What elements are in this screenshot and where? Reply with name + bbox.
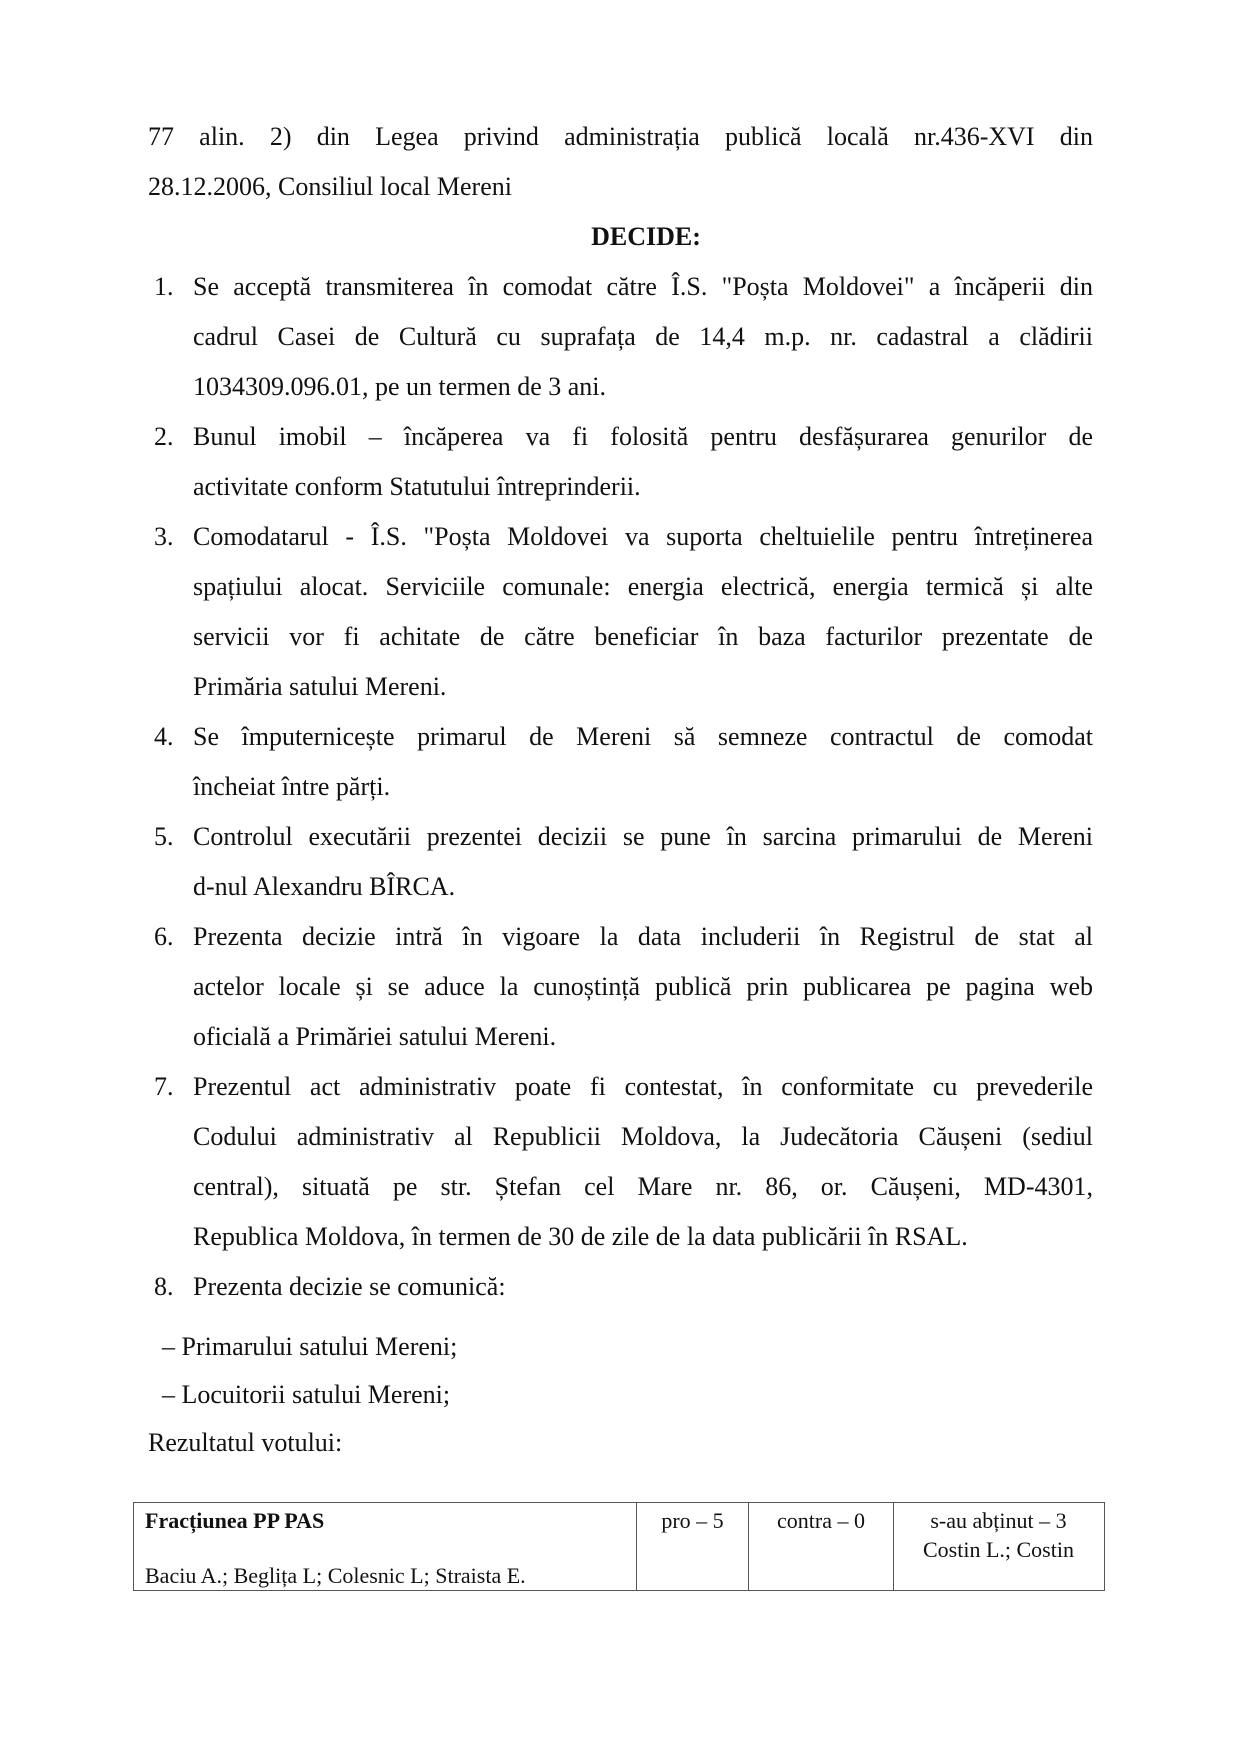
item-5-number: 5.: [154, 822, 174, 851]
votes-pro-cell: [636, 1503, 748, 1590]
item-8-line-1: Prezenta decizie se comunică:: [193, 1272, 506, 1301]
item-4-line-1: Se împuternicește primarul de Mereni să semneze contractul de comodat: [193, 722, 1093, 751]
item-5-line-2: d-nul Alexandru BÎRCA.: [193, 872, 456, 901]
item-3-line-4: Primăria satului Mereni.: [193, 672, 447, 701]
faction-name: Fracțiunea PP PAS: [145, 1508, 325, 1533]
votes-abstain-cell: [893, 1503, 1103, 1590]
item-7-line-1: Prezentul act administrativ poate fi contestat, în conformitate cu prevederile: [193, 1072, 1093, 1101]
faction-cell: [134, 1503, 636, 1590]
votes-pro: pro – 5: [661, 1508, 724, 1533]
item-1-number: 1.: [154, 272, 174, 301]
item-8-number: 8.: [154, 1272, 174, 1301]
item-2-line-1: Bunul imobil – încăperea va fi folosită pentru desfășurarea genurilor de: [193, 422, 1093, 451]
item-2-number: 2.: [154, 422, 174, 451]
item-2-line-2: activitate conform Statutului întreprinderii.: [193, 472, 641, 501]
recipient-mayor: – Primarului satului Mereni;: [162, 1332, 458, 1361]
item-4-number: 4.: [154, 722, 174, 751]
votes-contra-cell: [748, 1503, 893, 1590]
votes-contra: contra – 0: [777, 1508, 865, 1533]
item-6-line-2: actelor locale și se aduce la cunoștință publică prin publicarea pe pagina web: [193, 972, 1093, 1001]
item-1-line-1: Se acceptă transmiterea în comodat către Î.S. "Poșta Moldovei" a încăperii din: [193, 272, 1093, 301]
vote-result-table: [133, 1502, 1105, 1591]
item-1-line-2: cadrul Casei de Cultură cu suprafața de 14,4 m.p. nr. cadastral a clădirii: [193, 322, 1093, 351]
item-7-line-2: Codului administrativ al Republicii Moldova, la Judecătoria Căușeni (sediul: [193, 1122, 1093, 1151]
item-3-line-3: servicii vor fi achitate de către beneficiar în baza facturilor prezentate de: [193, 622, 1093, 651]
item-7-line-3: central), situată pe str. Ștefan cel Mare nr. 86, or. Căușeni, MD-4301,: [193, 1172, 1093, 1201]
votes-abstain-names: Costin L.; Costin: [923, 1537, 1074, 1562]
item-5-line-1: Controlul executării prezentei decizii se pune în sarcina primarului de Mereni: [193, 822, 1093, 851]
item-3-number: 3.: [154, 522, 174, 551]
item-6-line-1: Prezenta decizie intră în vigoare la data includerii în Registrul de stat al: [193, 922, 1093, 951]
item-1-line-3: 1034309.096.01, pe un termen de 3 ani.: [193, 372, 607, 401]
item-4-line-2: încheiat între părți.: [193, 772, 391, 801]
recipient-residents: – Locuitorii satului Mereni;: [162, 1380, 451, 1409]
item-7-line-4: Republica Moldova, în termen de 30 de zile de la data publicării în RSAL.: [193, 1222, 968, 1251]
item-3-line-1: Comodatarul - Î.S. "Poșta Moldovei va suporta cheltuielile pentru întreținerea: [193, 522, 1093, 551]
item-6-line-3: oficială a Primăriei satului Mereni.: [193, 1022, 557, 1051]
intro-line-2: 28.12.2006, Consiliul local Mereni: [148, 172, 512, 201]
vote-result-label: Rezultatul votului:: [148, 1428, 343, 1457]
decide-heading: DECIDE:: [591, 222, 701, 251]
faction-members: Baciu A.; Beglița L; Colesnic L; Straista E.: [145, 1563, 526, 1588]
item-3-line-2: spațiului alocat. Serviciile comunale: energia electrică, energia termică și alte: [193, 572, 1093, 601]
item-6-number: 6.: [154, 922, 174, 951]
votes-abstain: s-au abținut – 3: [930, 1508, 1067, 1533]
item-7-number: 7.: [154, 1072, 174, 1101]
intro-line-1: 77 alin. 2) din Legea privind administrația publică locală nr.436-XVI din: [148, 122, 1093, 151]
